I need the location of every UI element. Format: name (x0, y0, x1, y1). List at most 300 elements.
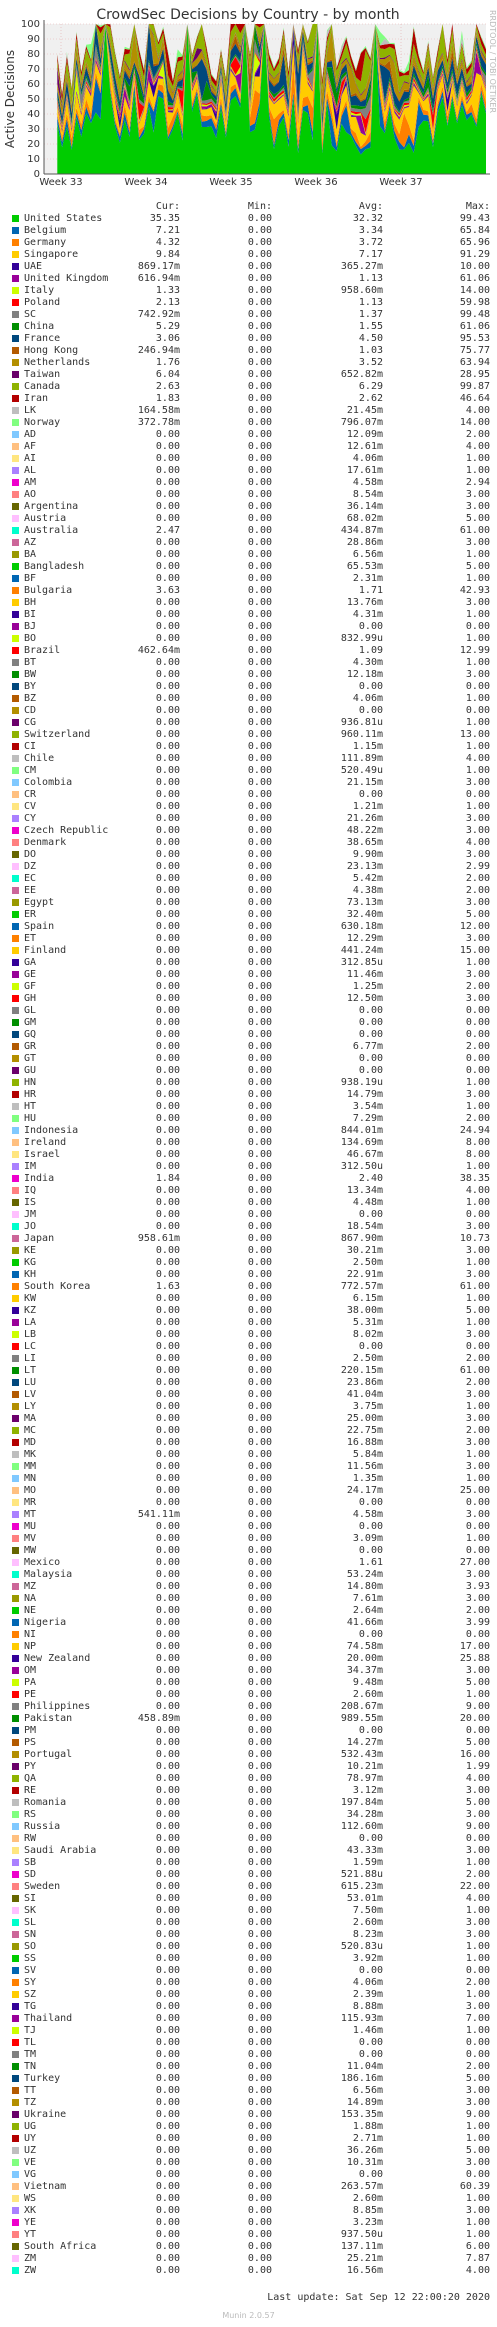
legend-swatch (12, 371, 19, 378)
legend-avg: 134.69m (340, 1137, 383, 1148)
legend-cur: 0.00 (155, 1089, 180, 1100)
legend-item (10, 1941, 490, 1953)
legend-avg: 137.11m (340, 2241, 383, 2252)
legend-min: 0.00 (247, 1497, 272, 1508)
legend-min: 0.00 (247, 2181, 272, 2192)
legend-avg: 186.16m (340, 2073, 383, 2084)
legend-name: TT (24, 2085, 37, 2096)
legend-max: 2.00 (465, 1041, 490, 1052)
legend-min: 0.00 (247, 1077, 272, 1088)
legend-name: UZ (24, 2145, 37, 2156)
legend-cur: 0.00 (155, 2049, 180, 2060)
legend-name: MK (24, 1449, 37, 1460)
y-tick-label: 80 (27, 49, 40, 60)
legend-cur: 0.00 (155, 2013, 180, 2024)
legend-min: 0.00 (247, 2169, 272, 2180)
legend-min: 0.00 (247, 681, 272, 692)
legend-cur: 2.63 (155, 381, 180, 392)
legend-swatch (12, 1871, 19, 1878)
legend-cur: 0.00 (155, 669, 180, 680)
legend-item (10, 213, 490, 225)
legend-max: 1.00 (465, 801, 490, 812)
legend-avg: 434.87m (340, 525, 383, 536)
legend-name: Turkey (24, 2073, 61, 2084)
legend-avg: 2.60m (352, 1917, 383, 1928)
legend-name: Belgium (24, 225, 67, 236)
legend-item (10, 2025, 490, 2037)
legend-item (10, 2193, 490, 2205)
legend-swatch (12, 1055, 19, 1062)
legend-min: 0.00 (247, 501, 272, 512)
legend-name: EC (24, 873, 37, 884)
legend-min: 0.00 (247, 381, 272, 392)
legend-cur: 0.00 (155, 1557, 180, 1568)
legend-name: Colombia (24, 777, 73, 788)
legend-name: TZ (24, 2097, 37, 2108)
legend-avg: 0.00 (358, 2049, 383, 2060)
legend-max: 2.00 (465, 2061, 490, 2072)
legend-max: 3.00 (465, 933, 490, 944)
legend-item (10, 285, 490, 297)
legend-avg: 4.58m (352, 1509, 383, 1520)
legend-swatch (12, 215, 19, 222)
legend-name: SY (24, 1977, 37, 1988)
legend-name: PA (24, 1677, 37, 1688)
legend-item (10, 525, 490, 537)
legend-max: 1.00 (465, 1161, 490, 1172)
legend-name: LY (24, 1401, 37, 1412)
legend-min: 0.00 (247, 1713, 272, 1724)
legend-item (10, 1713, 490, 1725)
y-tick-label: 10 (27, 154, 40, 165)
legend-swatch (12, 1943, 19, 1950)
legend-name: NA (24, 1593, 37, 1604)
legend-max: 0.00 (465, 1005, 490, 1016)
legend-item (10, 2169, 490, 2181)
legend-item (10, 1677, 490, 1689)
legend-swatch (12, 1607, 19, 1614)
legend-cur: 6.04 (155, 369, 180, 380)
legend-avg: 6.77m (352, 1041, 383, 1052)
x-tick-label: Week 33 (39, 177, 83, 188)
legend-item (10, 501, 490, 513)
legend-name: Italy (24, 285, 55, 296)
legend-item (10, 2085, 490, 2097)
legend-max: 38.35 (459, 1173, 490, 1184)
legend-min: 0.00 (247, 1653, 272, 1664)
legend-swatch (12, 1007, 19, 1014)
legend-min: 0.00 (247, 1785, 272, 1796)
legend-min: 0.00 (247, 1581, 272, 1592)
legend-min: 0.00 (247, 1521, 272, 1532)
legend-name: PM (24, 1725, 37, 1736)
legend-name: TL (24, 2037, 37, 2048)
legend-name: CR (24, 789, 37, 800)
legend-name: HU (24, 1113, 37, 1124)
legend-name: Malaysia (24, 1569, 73, 1580)
legend-name: Russia (24, 1821, 61, 1832)
legend-min: 0.00 (247, 2001, 272, 2012)
legend-avg: 7.50m (352, 1905, 383, 1916)
legend-max: 13.00 (459, 729, 490, 740)
legend-min: 0.00 (247, 669, 272, 680)
legend-cur: 0.00 (155, 2181, 180, 2192)
legend-item (10, 801, 490, 813)
legend-max: 1.00 (465, 1077, 490, 1088)
legend-cur: 0.00 (155, 1605, 180, 1616)
legend-cur: 0.00 (155, 1317, 180, 1328)
legend-max: 28.95 (459, 369, 490, 380)
legend-swatch (12, 239, 19, 246)
legend-max: 3.00 (465, 501, 490, 512)
legend-name: Netherlands (24, 357, 91, 368)
legend-item (10, 345, 490, 357)
legend-min: 0.00 (247, 1041, 272, 1052)
legend-max: 0.00 (465, 1521, 490, 1532)
legend-swatch (12, 383, 19, 390)
legend-name: Germany (24, 237, 67, 248)
legend-item (10, 1641, 490, 1653)
legend-item (10, 2121, 490, 2133)
legend-swatch (12, 1979, 19, 1986)
legend-swatch (12, 1823, 19, 1830)
legend-avg: 958.60m (340, 285, 383, 296)
legend-name: Philippines (24, 1701, 91, 1712)
legend-name: SD (24, 1869, 37, 1880)
legend-avg: 13.76m (346, 597, 383, 608)
legend-swatch (12, 1319, 19, 1326)
legend-max: 0.00 (465, 2169, 490, 2180)
legend-cur: 0.00 (155, 1365, 180, 1376)
legend-avg: 0.00 (358, 1053, 383, 1064)
legend-max: 3.00 (465, 969, 490, 980)
legend-name: Israel (24, 1149, 61, 1160)
legend-swatch (12, 971, 19, 978)
legend-max: 3.00 (465, 2205, 490, 2216)
legend-cur: 0.00 (155, 1725, 180, 1736)
legend-min: 0.00 (247, 1005, 272, 1016)
legend-cur: 0.00 (155, 2205, 180, 2216)
legend-item (10, 621, 490, 633)
legend-cur: 0.00 (155, 1533, 180, 1544)
legend-swatch (12, 599, 19, 606)
legend-item (10, 825, 490, 837)
legend-avg: 68.02m (346, 513, 383, 524)
legend-min: 0.00 (247, 573, 272, 584)
legend-cur: 0.00 (155, 1113, 180, 1124)
legend-swatch (12, 863, 19, 870)
legend-name: LU (24, 1377, 37, 1388)
legend-name: NP (24, 1641, 37, 1652)
legend-item (10, 2049, 490, 2061)
legend-avg: 53.24m (346, 1569, 383, 1580)
legend-swatch (12, 1211, 19, 1218)
legend-name: MR (24, 1497, 37, 1508)
legend-swatch (12, 1247, 19, 1254)
legend-item (10, 1377, 490, 1389)
legend-swatch (12, 2159, 19, 2166)
legend-max: 65.84 (459, 225, 490, 236)
legend-swatch (12, 1631, 19, 1638)
legend-min: 0.00 (247, 537, 272, 548)
legend-header-avg: Avg: (358, 201, 383, 212)
legend-max: 9.00 (465, 1821, 490, 1832)
legend-max: 5.00 (465, 561, 490, 572)
legend-cur: 0.00 (155, 1677, 180, 1688)
legend-min: 0.00 (247, 1413, 272, 1424)
legend-swatch (12, 611, 19, 618)
legend-item (10, 945, 490, 957)
legend-cur: 0.00 (155, 849, 180, 860)
legend-cur: 0.00 (155, 945, 180, 956)
legend-cur: 0.00 (155, 1017, 180, 1028)
legend-min: 0.00 (247, 213, 272, 224)
legend-cur: 0.00 (155, 873, 180, 884)
legend-max: 24.94 (459, 1125, 490, 1136)
legend-max: 3.00 (465, 777, 490, 788)
legend-min: 0.00 (247, 981, 272, 992)
legend-cur: 0.00 (155, 1593, 180, 1604)
legend-avg: 21.45m (346, 405, 383, 416)
legend-min: 0.00 (247, 1401, 272, 1412)
legend-min: 0.00 (247, 1017, 272, 1028)
legend-item (10, 837, 490, 849)
legend-cur: 0.00 (155, 885, 180, 896)
legend-avg: 14.89m (346, 2097, 383, 2108)
legend-item (10, 1893, 490, 1905)
legend-avg: 796.07m (340, 417, 383, 428)
legend-swatch (12, 1103, 19, 1110)
legend-cur: 0.00 (155, 1197, 180, 1208)
legend-max: 3.00 (465, 1809, 490, 1820)
legend-avg: 3.75m (352, 1401, 383, 1412)
legend-avg: 2.64m (352, 1605, 383, 1616)
legend-max: 0.00 (465, 705, 490, 716)
legend-max: 1.00 (465, 1401, 490, 1412)
legend-avg: 0.00 (358, 1833, 383, 1844)
legend-cur: 458.89m (137, 1713, 180, 1724)
legend-item (10, 1137, 490, 1149)
legend-min: 0.00 (247, 1749, 272, 1760)
legend-avg: 867.90m (340, 1233, 383, 1244)
legend-item (10, 333, 490, 345)
legend-avg: 2.50m (352, 1257, 383, 1268)
legend-avg: 3.23m (352, 2217, 383, 2228)
legend-max: 1.00 (465, 1317, 490, 1328)
legend-name: LI (24, 1353, 37, 1364)
legend-max: 0.00 (465, 1209, 490, 1220)
legend-cur: 0.00 (155, 1629, 180, 1640)
legend-item (10, 705, 490, 717)
legend-swatch (12, 815, 19, 822)
legend-avg: 0.00 (358, 789, 383, 800)
legend-swatch (12, 1259, 19, 1266)
legend-cur: 0.00 (155, 2145, 180, 2156)
legend-min: 0.00 (247, 897, 272, 908)
legend-min: 0.00 (247, 729, 272, 740)
legend-cur: 0.00 (155, 981, 180, 992)
legend-avg: 41.04m (346, 1389, 383, 1400)
legend-max: 0.00 (465, 1029, 490, 1040)
legend-swatch (12, 1367, 19, 1374)
legend-item (10, 789, 490, 801)
legend-max: 7.87 (465, 2253, 490, 2264)
legend-cur: 0.00 (155, 2133, 180, 2144)
legend-min: 0.00 (247, 969, 272, 980)
legend-min: 0.00 (247, 993, 272, 1004)
legend-swatch (12, 1763, 19, 1770)
legend-max: 60.39 (459, 2181, 490, 2192)
legend-name: Australia (24, 525, 79, 536)
legend-min: 0.00 (247, 1881, 272, 1892)
legend-swatch (12, 467, 19, 474)
legend-avg: 73.13m (346, 897, 383, 908)
legend-swatch (12, 1283, 19, 1290)
legend-name: Singapore (24, 249, 79, 260)
legend-item (10, 1305, 490, 1317)
legend-min: 0.00 (247, 1989, 272, 2000)
legend-min: 0.00 (247, 1065, 272, 1076)
legend-swatch (12, 1571, 19, 1578)
legend-max: 3.00 (465, 1329, 490, 1340)
legend-cur: 0.00 (155, 609, 180, 620)
legend-name: BI (24, 609, 37, 620)
legend-min: 0.00 (247, 2085, 272, 2096)
legend-cur: 5.29 (155, 321, 180, 332)
legend-max: 0.00 (465, 1053, 490, 1064)
legend-avg: 8.23m (352, 1929, 383, 1940)
legend-item (10, 1785, 490, 1797)
legend-swatch (12, 851, 19, 858)
legend-min: 0.00 (247, 1053, 272, 1064)
legend-avg: 1.13 (358, 297, 383, 308)
legend-max: 0.00 (465, 1065, 490, 1076)
legend-cur: 0.00 (155, 921, 180, 932)
legend-min: 0.00 (247, 657, 272, 668)
legend-cur: 0.00 (155, 1161, 180, 1172)
legend-item (10, 1341, 490, 1353)
legend-max: 1.00 (465, 609, 490, 620)
legend-min: 0.00 (247, 1257, 272, 1268)
legend-avg: 0.00 (358, 1521, 383, 1532)
legend-cur: 0.00 (155, 837, 180, 848)
legend-max: 1.00 (465, 957, 490, 968)
legend-swatch (12, 911, 19, 918)
legend-min: 0.00 (247, 1389, 272, 1400)
legend-cur: 0.00 (155, 2073, 180, 2084)
legend-min: 0.00 (247, 1941, 272, 1952)
legend-avg: 4.31m (352, 609, 383, 620)
legend-min: 0.00 (247, 873, 272, 884)
legend-item (10, 1533, 490, 1545)
y-tick-label: 20 (27, 139, 40, 150)
legend-header (10, 201, 490, 213)
legend-min: 0.00 (247, 1977, 272, 1988)
legend-swatch (12, 1487, 19, 1494)
legend-avg: 1.71 (358, 585, 383, 596)
legend-item (10, 1053, 490, 1065)
legend-max: 1.00 (465, 693, 490, 704)
legend-swatch (12, 1679, 19, 1686)
legend-avg: 1.09 (358, 645, 383, 656)
legend-item (10, 489, 490, 501)
legend-item (10, 357, 490, 369)
legend-cur: 0.00 (155, 1761, 180, 1772)
legend-item (10, 1881, 490, 1893)
legend-avg: 21.15m (346, 777, 383, 788)
legend-max: 5.00 (465, 2145, 490, 2156)
legend-name: SK (24, 1905, 37, 1916)
legend-item (10, 1737, 490, 1749)
y-tick-label: 50 (27, 94, 40, 105)
legend-max: 10.73 (459, 1233, 490, 1244)
legend-swatch (12, 575, 19, 582)
legend-swatch (12, 1547, 19, 1554)
legend-max: 3.00 (465, 1437, 490, 1448)
legend-avg: 0.00 (358, 621, 383, 632)
legend-name: TJ (24, 2025, 37, 2036)
legend-avg: 8.02m (352, 1329, 383, 1340)
legend-max: 3.00 (465, 1929, 490, 1940)
legend-item (10, 1077, 490, 1089)
legend-item (10, 1665, 490, 1677)
legend-cur: 541.11m (137, 1509, 180, 1520)
legend-swatch (12, 887, 19, 894)
legend-max: 5.00 (465, 1737, 490, 1748)
legend-item (10, 2157, 490, 2169)
legend-cur: 0.00 (155, 1953, 180, 1964)
legend-min: 0.00 (247, 585, 272, 596)
legend-swatch (12, 1463, 19, 1470)
y-tick-label: 90 (27, 34, 40, 45)
legend-avg: 1.88m (352, 2121, 383, 2132)
legend-swatch (12, 695, 19, 702)
legend-max: 2.94 (465, 477, 490, 488)
legend-name: AI (24, 453, 37, 464)
legend-max: 1.99 (465, 1761, 490, 1772)
legend-name: QA (24, 1773, 37, 1784)
legend-item (10, 1521, 490, 1533)
legend-swatch (12, 647, 19, 654)
legend-swatch (12, 827, 19, 834)
legend-swatch (12, 1295, 19, 1302)
legend-swatch (12, 1847, 19, 1854)
legend-swatch (12, 1691, 19, 1698)
legend-avg: 11.46m (346, 969, 383, 980)
legend-avg: 1.61 (358, 1557, 383, 1568)
legend-cur: 0.00 (155, 561, 180, 572)
legend-avg: 312.50u (340, 1161, 383, 1172)
legend-min: 0.00 (247, 2073, 272, 2084)
legend-avg: 1.59m (352, 1857, 383, 1868)
legend-avg: 441.24m (340, 945, 383, 956)
legend-avg: 46.67m (346, 1149, 383, 1160)
legend-cur: 0.00 (155, 1641, 180, 1652)
legend-max: 99.43 (459, 213, 490, 224)
legend-item (10, 1761, 490, 1773)
legend-item (10, 1161, 490, 1173)
legend-min: 0.00 (247, 1701, 272, 1712)
legend-avg: 208.67m (340, 1701, 383, 1712)
legend-cur: 0.00 (155, 1785, 180, 1796)
legend-swatch (12, 1115, 19, 1122)
legend-avg: 8.54m (352, 489, 383, 500)
legend-min: 0.00 (247, 1233, 272, 1244)
legend-item (10, 909, 490, 921)
legend-item (10, 1605, 490, 1617)
legend-min: 0.00 (247, 1929, 272, 1940)
legend-min: 0.00 (247, 1089, 272, 1100)
